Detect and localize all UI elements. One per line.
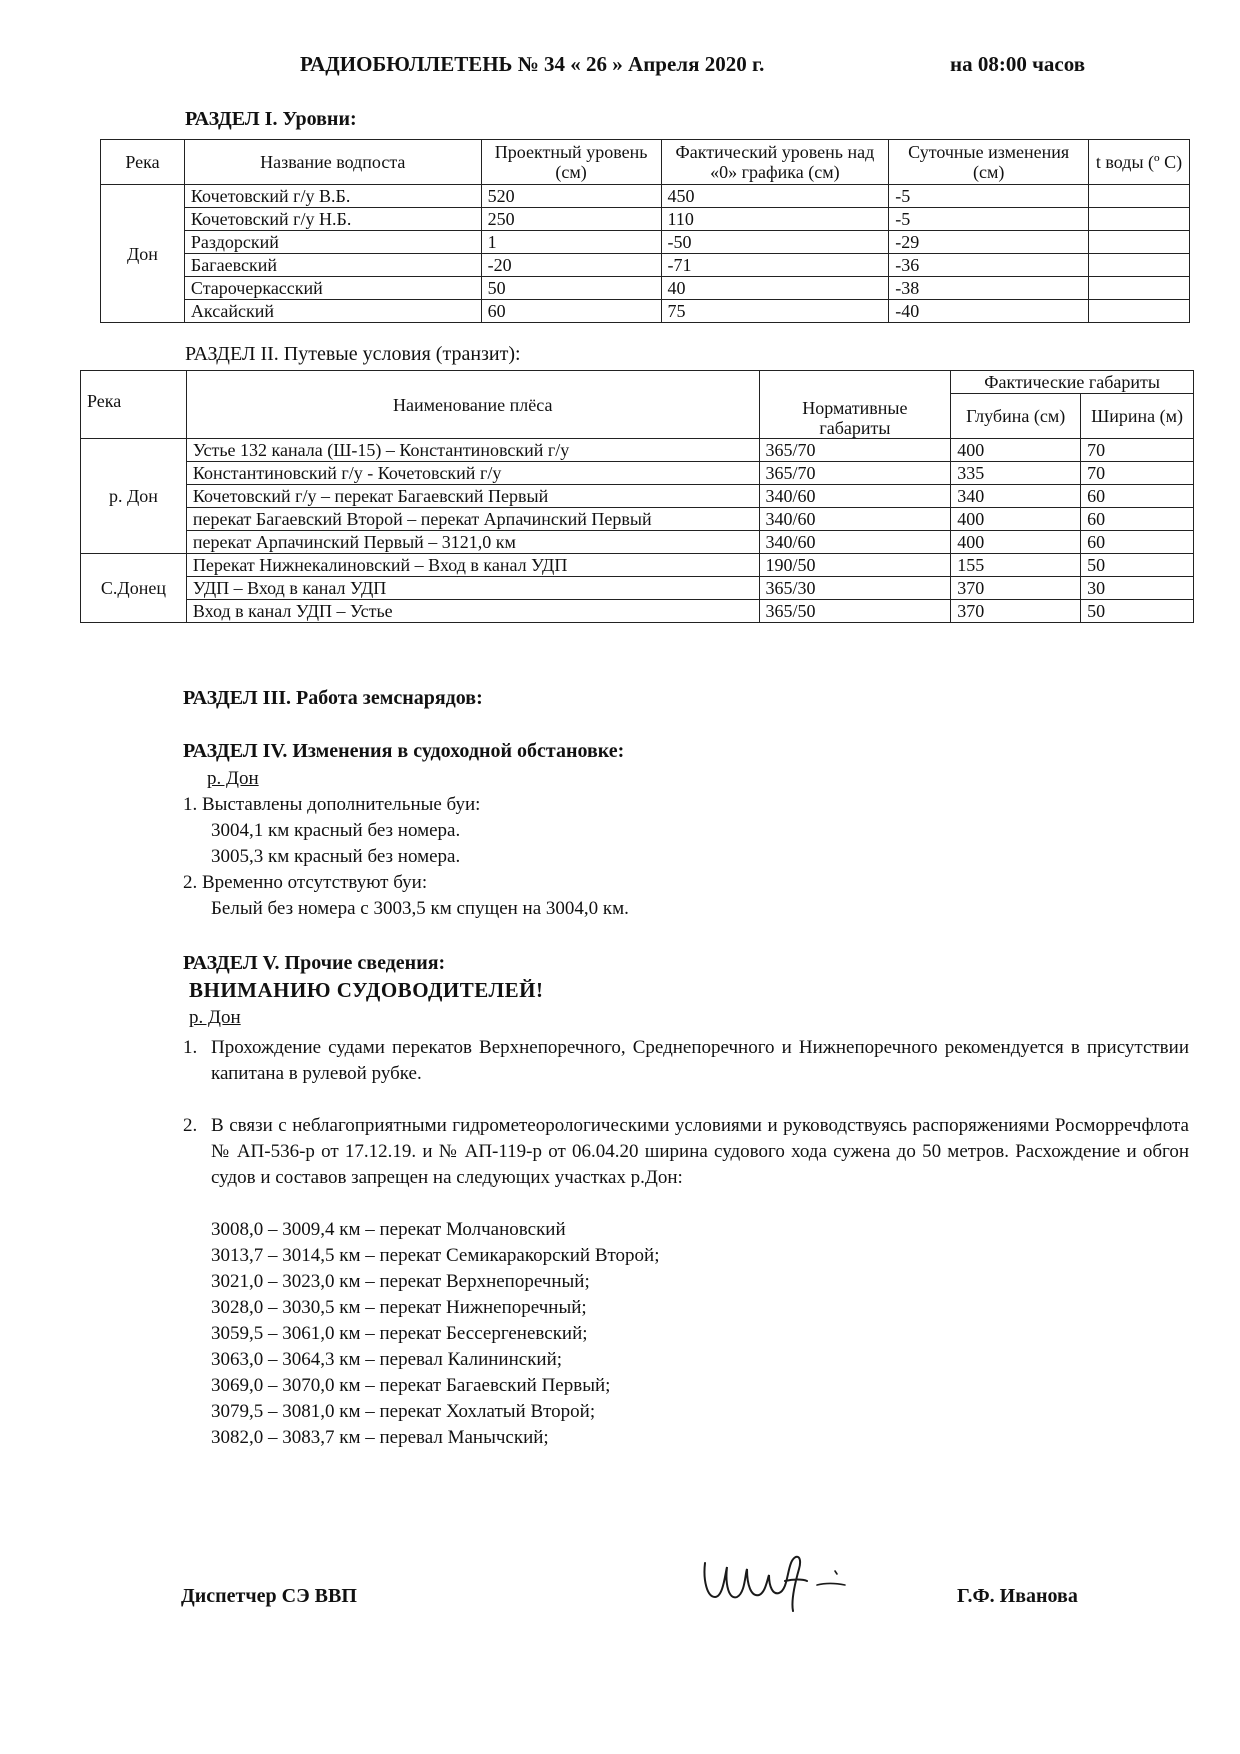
levels-header-row — [101, 140, 1190, 185]
route-name-cell: Кочетовский г/у – перекат Багаевский Первый — [186, 485, 759, 508]
route-depth-cell: 370 — [951, 600, 1081, 623]
levels-project-cell: 1 — [481, 231, 661, 254]
levels-project-cell: 50 — [481, 277, 661, 300]
route-depth-cell: 400 — [951, 439, 1081, 462]
route-col-river: Река — [81, 371, 187, 439]
levels-col-change: Суточные изменения (см) — [889, 140, 1089, 185]
route-row — [81, 600, 1194, 623]
section4-item2: 2. Временно отсутствуют буи: — [183, 872, 428, 893]
section4-river: р. Дон — [207, 768, 259, 789]
section5-item1-text: Прохождение судами перекатов Верхнепоречного, Среднепоречного и Нижнепоречного рекомендуется в присутствии капитана в рулевой рубке. — [211, 1037, 1189, 1084]
route-row — [81, 485, 1194, 508]
section5-river: р. Дон — [189, 1007, 241, 1028]
levels-post-cell: Кочетовский г/у В.Б. — [184, 185, 481, 208]
levels-col-post: Название водпоста — [184, 140, 481, 185]
bulletin-header — [300, 52, 1086, 77]
route-table — [80, 370, 1194, 623]
route-width-cell: 70 — [1081, 462, 1194, 485]
route-width-cell: 60 — [1081, 531, 1194, 554]
levels-row — [101, 185, 1190, 208]
levels-project-cell: 60 — [481, 300, 661, 323]
route-normative-cell: 365/70 — [759, 439, 951, 462]
levels-actual-cell: 40 — [661, 277, 889, 300]
route-depth-cell: 335 — [951, 462, 1081, 485]
levels-row — [101, 277, 1190, 300]
restricted-section-line: 3069,0 – 3070,0 км – перекат Багаевский Первый; — [211, 1375, 611, 1396]
section4-item1-lines — [211, 818, 460, 870]
levels-change-cell: -40 — [889, 300, 1089, 323]
section5-item2-text: В связи с неблагоприятными гидрометеорологическими условиями и руководствуясь распоряжениями Росморречфлота № АП-536-р от 17.12.19. и № АП-119-р от 06.04.20 ширина судового хода сужена до 50 метров. Расхождение и обгон судов и составов запрещен на следующих участках р.Дон: — [211, 1115, 1189, 1188]
route-width-cell: 30 — [1081, 577, 1194, 600]
route-normative-cell: 340/60 — [759, 485, 951, 508]
levels-change-cell: -5 — [889, 208, 1089, 231]
levels-change-cell: -5 — [889, 185, 1089, 208]
added-buoy-line: 3004,1 км красный без номера. — [211, 820, 461, 841]
levels-row — [101, 231, 1190, 254]
route-depth-cell: 400 — [951, 508, 1081, 531]
signature — [695, 1545, 870, 1620]
attention-heading: ВНИМАНИЮ СУДОВОДИТЕЛЕЙ! — [189, 978, 544, 1002]
levels-col-temp: t воды (º С) — [1089, 140, 1190, 185]
route-width-cell: 50 — [1081, 600, 1194, 623]
levels-temp-cell — [1089, 185, 1190, 208]
levels-change-cell: -38 — [889, 277, 1089, 300]
section4-title: РАЗДЕЛ IV. Изменения в судоходной обстановке: — [183, 740, 625, 762]
route-width-cell: 60 — [1081, 485, 1194, 508]
restricted-section-line: 3082,0 – 3083,7 км – перевал Манычский; — [211, 1427, 549, 1448]
restricted-section-line: 3013,7 – 3014,5 км – перекат Семикаракорский Второй; — [211, 1245, 660, 1266]
route-name-cell: УДП – Вход в канал УДП — [186, 577, 759, 600]
levels-actual-cell: 110 — [661, 208, 889, 231]
restricted-sections-list — [211, 1217, 660, 1451]
route-col-normative: Нормативные габариты — [759, 371, 951, 439]
dispatcher-position: Диспетчер СЭ ВВП — [181, 1585, 357, 1607]
levels-actual-cell: -71 — [661, 254, 889, 277]
levels-project-cell: 250 — [481, 208, 661, 231]
levels-post-cell: Старочеркасский — [184, 277, 481, 300]
levels-post-cell: Раздорский — [184, 231, 481, 254]
route-header-row-1 — [81, 371, 1194, 394]
levels-change-cell: -29 — [889, 231, 1089, 254]
route-col-actual: Фактические габариты — [951, 371, 1194, 394]
route-normative-cell: 365/70 — [759, 462, 951, 485]
restricted-section-line: 3063,0 – 3064,3 км – перевал Калининский; — [211, 1349, 563, 1370]
route-river-cell: С.Донец — [81, 554, 187, 623]
route-normative-cell: 190/50 — [759, 554, 951, 577]
route-depth-cell: 370 — [951, 577, 1081, 600]
levels-temp-cell — [1089, 300, 1190, 323]
route-col-name: Наименование плёса — [186, 371, 759, 439]
route-normative-cell: 365/50 — [759, 600, 951, 623]
levels-actual-cell: 75 — [661, 300, 889, 323]
route-row — [81, 531, 1194, 554]
levels-actual-cell: -50 — [661, 231, 889, 254]
restricted-section-line: 3021,0 – 3023,0 км – перекат Верхнепоречный; — [211, 1271, 590, 1292]
levels-post-cell: Багаевский — [184, 254, 481, 277]
route-depth-cell: 340 — [951, 485, 1081, 508]
route-row — [81, 439, 1194, 462]
bulletin-time: на 08:00 часов — [950, 52, 1086, 76]
levels-col-project: Проектный уровень (см) — [481, 140, 661, 185]
levels-table-body — [101, 185, 1190, 323]
section4-item1: 1. Выставлены дополнительные буи: — [183, 794, 481, 815]
route-width-cell: 70 — [1081, 439, 1194, 462]
route-width-cell: 50 — [1081, 554, 1194, 577]
route-normative-cell: 340/60 — [759, 508, 951, 531]
route-width-cell: 60 — [1081, 508, 1194, 531]
restricted-section-line: 3079,5 – 3081,0 км – перекат Хохлатый Второй; — [211, 1401, 596, 1422]
route-name-cell: Перекат Нижнекалиновский – Вход в канал УДП — [186, 554, 759, 577]
levels-table — [100, 139, 1190, 323]
levels-temp-cell — [1089, 231, 1190, 254]
levels-actual-cell: 450 — [661, 185, 889, 208]
levels-project-cell: 520 — [481, 185, 661, 208]
route-normative-cell: 365/30 — [759, 577, 951, 600]
route-row — [81, 462, 1194, 485]
restricted-section-line: 3008,0 – 3009,4 км – перекат Молчановский — [211, 1219, 566, 1240]
route-name-cell: Устье 132 канала (Ш-15) – Константиновский г/у — [186, 439, 759, 462]
section5-item2-num: 2. — [183, 1115, 198, 1136]
levels-temp-cell — [1089, 277, 1190, 300]
route-col-depth: Глубина (см) — [951, 394, 1081, 439]
route-table-body — [81, 439, 1194, 623]
levels-row — [101, 208, 1190, 231]
section4-item2-lines — [211, 896, 629, 922]
route-name-cell: перекат Багаевский Второй – перекат Арпачинский Первый — [186, 508, 759, 531]
levels-row — [101, 300, 1190, 323]
bulletin-title: РАДИОБЮЛЛЕТЕНЬ № 34 « 26 » Апреля 2020 г. — [300, 52, 765, 76]
levels-col-river: Река — [101, 140, 185, 185]
added-buoy-line: 3005,3 км красный без номера. — [211, 846, 461, 867]
section5-title: РАЗДЕЛ V. Прочие сведения: — [183, 952, 446, 974]
levels-row — [101, 254, 1190, 277]
dispatcher-name: Г.Ф. Иванова — [957, 1585, 1078, 1607]
levels-post-cell: Аксайский — [184, 300, 481, 323]
levels-change-cell: -36 — [889, 254, 1089, 277]
route-river-cell: р. Дон — [81, 439, 187, 554]
levels-col-actual: Фактический уровень над «0» графика (см) — [661, 140, 889, 185]
levels-river-cell: Дон — [101, 185, 185, 323]
route-row — [81, 554, 1194, 577]
levels-temp-cell — [1089, 254, 1190, 277]
section1-title: РАЗДЕЛ I. Уровни: — [185, 108, 357, 130]
missing-buoy-line: Белый без номера с 3003,5 км спущен на 3004,0 км. — [211, 898, 629, 919]
route-normative-cell: 340/60 — [759, 531, 951, 554]
levels-project-cell: -20 — [481, 254, 661, 277]
levels-post-cell: Кочетовский г/у Н.Б. — [184, 208, 481, 231]
route-row — [81, 508, 1194, 531]
route-name-cell: перекат Арпачинский Первый – 3121,0 км — [186, 531, 759, 554]
section2-title: РАЗДЕЛ II. Путевые условия (транзит): — [185, 343, 521, 365]
restricted-section-line: 3059,5 – 3061,0 км – перекат Бессергеневский; — [211, 1323, 588, 1344]
route-depth-cell: 155 — [951, 554, 1081, 577]
restricted-section-line: 3028,0 – 3030,5 км – перекат Нижнепоречный; — [211, 1297, 587, 1318]
route-row — [81, 577, 1194, 600]
route-depth-cell: 400 — [951, 531, 1081, 554]
section5-item1-num: 1. — [183, 1037, 198, 1058]
levels-temp-cell — [1089, 208, 1190, 231]
route-col-width: Ширина (м) — [1081, 394, 1194, 439]
section3-title: РАЗДЕЛ III. Работа земснарядов: — [183, 687, 483, 709]
route-name-cell: Вход в канал УДП – Устье — [186, 600, 759, 623]
route-name-cell: Константиновский г/у - Кочетовский г/у — [186, 462, 759, 485]
